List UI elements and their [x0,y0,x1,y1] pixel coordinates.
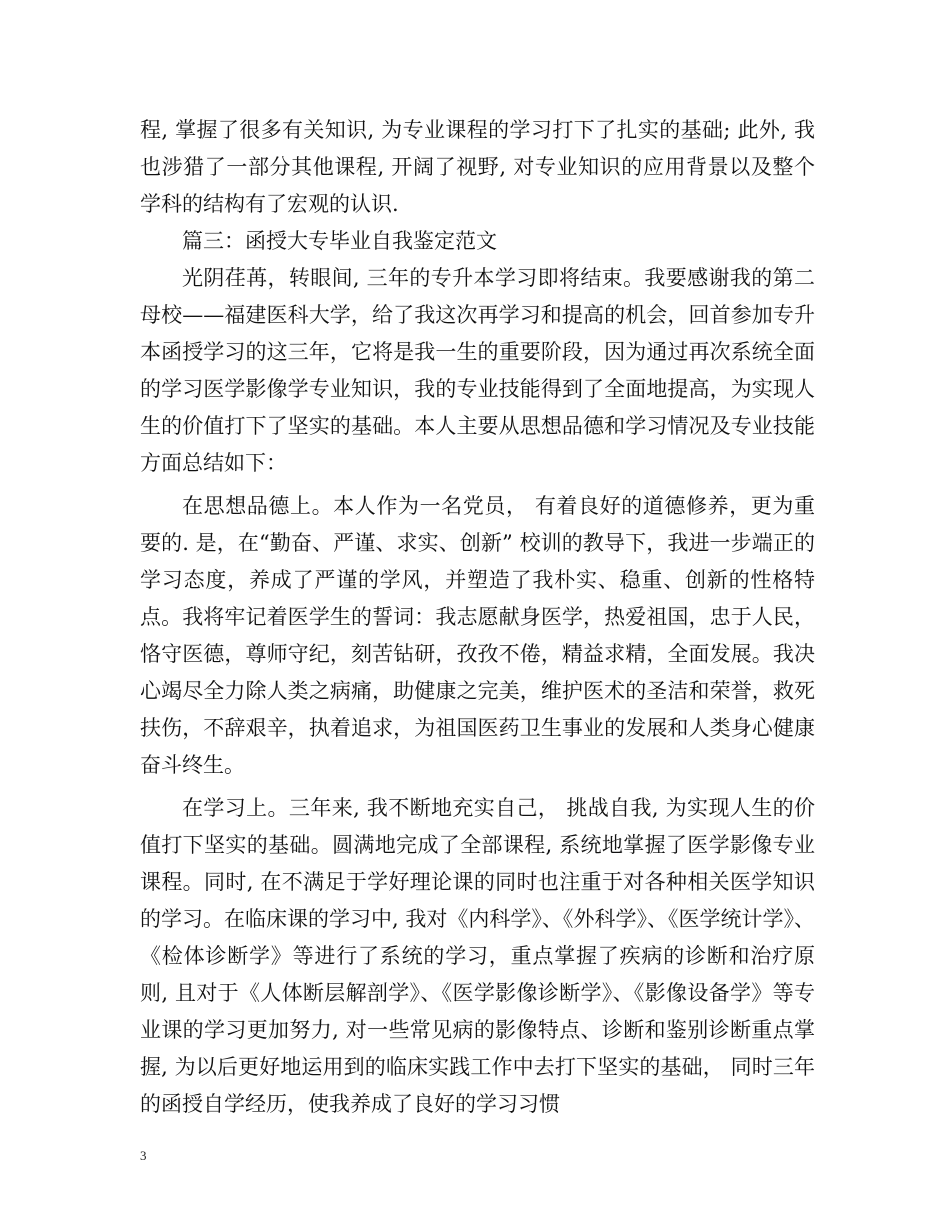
paragraph-moral: 在思想品德上。本人作为一名党员， 有着良好的道德修养，更为重要的. 是，在“勤奋、严谨、求实、创新” 校训的教导下，我进一步端正的学习态度，养成了严谨的学风，并塑造了我朴实、稳重、创新的性格特点。我将牢记着医学生的誓词：我志愿献身医学，热爱祖国，忠于人民，恪守医德，尊师守纪，刻苦钻研，孜孜不倦，精益求精，全面发展。我决心竭尽全力除人类之病痛，助健康之完美，维护医术的圣洁和荣誉，救死扶伤，不辞艰辛，执着追求，为祖国医药卫生事业的发展和人类身心健康奋斗终生。 [140,494,815,777]
paragraph-intro: 光阴荏苒，转眼间, 三年的专升本学习即将结束。我要感谢我的第二母校——福建医科大学，给了我这次再学习和提高的机会，回首参加专升本函授学习的这三年，它将是我一生的重要阶段，因为通过再次系统全面的学习医学影像学专业知识，我的专业技能得到了全面地提高，为实现人生的价值打下了坚实的基础。本人主要从思想品德和学习情况及专业技能方面总结如下： [140,266,815,475]
paragraph-study: 在学习上。三年来, 我不断地充实自己， 挑战自我, 为实现人生的价值打下坚实的基础。圆满地完成了全部课程, 系统地掌握了医学影像专业课程。同时, 在不满足于学好理论课的同时也注重于对各种相关医学知识的学习。在临床课的学习中, 我对《内科学》、《外科学》、《医学统计学》、《检体诊断学》等进行了系统的学习，重点掌握了疾病的诊断和治疗原则, 且对于《人体断层解剖学》、《医学影像诊断学》、《影像设备学》等专业课的学习更加努力, 对一些常见病的影像特点、诊断和鉴别诊断重点掌握, 为以后更好地运用到的临床实践工作中去打下坚实的基础， 同时三年的函授自学经历，使我养成了良好的学习习惯 [140,796,815,1116]
document-body [140,112,815,1123]
paragraph-continuation: 程, 掌握了很多有关知识, 为专业课程的学习打下了扎实的基础; 此外, 我也涉猎了一部分其他课程, 开阔了视野, 对专业知识的应用背景以及整个学科的结构有了宏观的认识. [140,118,815,216]
page-number: 3 [140,1148,147,1163]
section-heading: 篇三：函授大专毕业自我鉴定范文 [182,229,497,253]
